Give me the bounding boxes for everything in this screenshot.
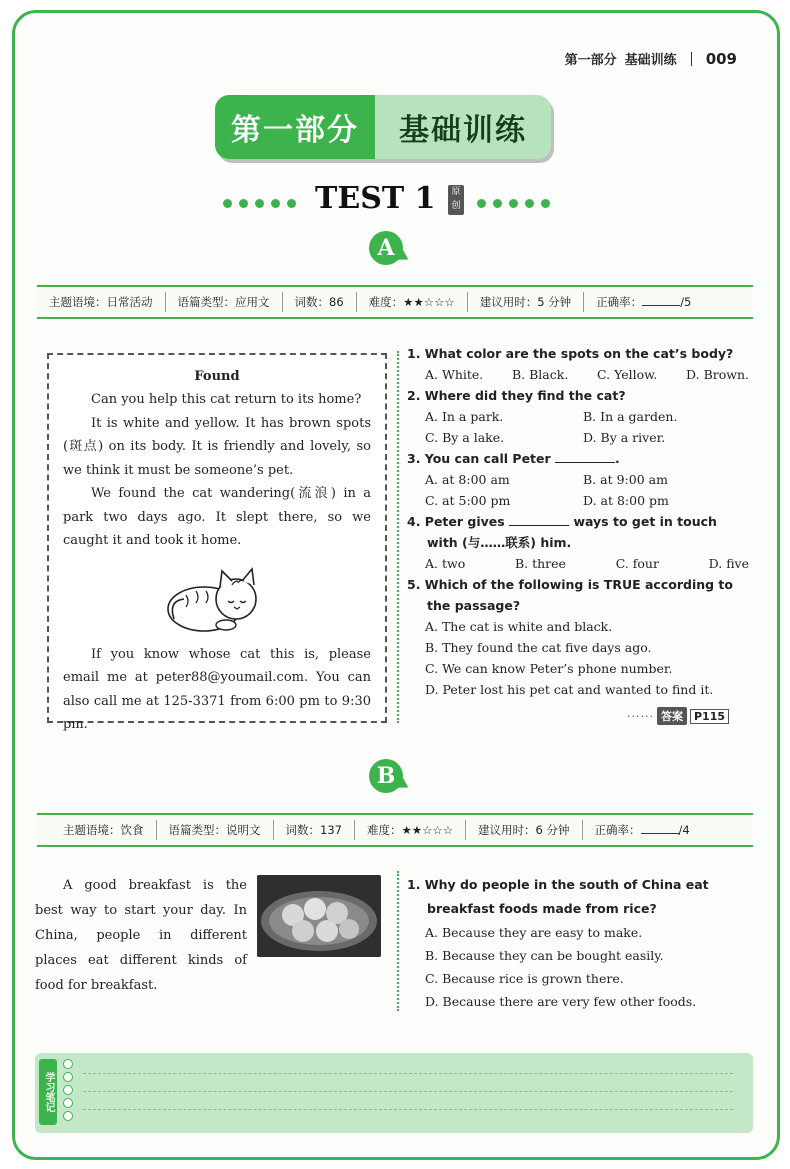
option[interactable]: C. We can know Peter’s phone number. — [425, 661, 673, 676]
answer-page-ref[interactable]: P115 — [690, 709, 729, 724]
banner-part: 第一部分 — [215, 95, 375, 159]
accuracy: 正确率： /4 — [594, 823, 690, 837]
running-header — [565, 49, 737, 68]
page-number: 009 — [705, 49, 737, 68]
section-b-badge: B — [369, 759, 403, 793]
dumplings-photo — [257, 875, 381, 957]
answer-blank[interactable] — [555, 462, 615, 463]
difficulty: 难度：★★☆☆☆ — [355, 820, 466, 840]
passage-a — [47, 353, 387, 732]
option[interactable]: C. Because rice is grown there. — [425, 971, 624, 986]
word-count: 词数：137 — [274, 820, 355, 840]
option[interactable]: B. three — [514, 556, 566, 571]
question-options — [407, 469, 749, 511]
question-options — [407, 553, 749, 574]
passage-title: Found — [194, 369, 240, 384]
genre: 语篇类型：说明文 — [157, 820, 274, 840]
suggested-time: 建议用时：6 分钟 — [466, 820, 582, 840]
question-stem: 1. What color are the spots on the cat’s body? — [407, 346, 734, 361]
column-divider — [397, 351, 399, 723]
option[interactable]: B. In a garden. — [583, 409, 678, 424]
question-options — [407, 406, 749, 448]
option[interactable]: C. four — [615, 556, 659, 571]
sleeping-cat-illustration — [162, 559, 272, 637]
option[interactable]: A. The cat is white and black. — [425, 619, 613, 634]
option[interactable]: D. at 8:00 pm — [583, 493, 669, 508]
passage-paragraph: If you know whose cat this is, please email me at peter88@youmail.com. You can also call me at 125-3371 from 6:00 pm to 9:30 pm. — [63, 646, 371, 732]
word-count: 词数：86 — [283, 292, 357, 312]
option[interactable]: B. They found the cat five days ago. — [425, 640, 652, 655]
topic: 主题语境：饮食 — [37, 820, 157, 840]
option[interactable]: A. at 8:00 am — [425, 472, 510, 487]
passage-paragraph: It is white and yellow. It has brown spots (斑点) on its body. It is friendly and lovely, so we think it must be someone’s pet. — [63, 415, 371, 478]
option[interactable]: B. Black. — [511, 367, 569, 382]
option[interactable]: C. at 5:00 pm — [425, 493, 511, 508]
passage-paragraph: We found the cat wandering(流浪) in a park two days ago. It slept there, so we caught it and took it home. — [63, 486, 371, 548]
answer-blank[interactable] — [509, 525, 569, 526]
question-stem: 4. Peter gives ways to get in touch with (与……联系) him. — [407, 514, 717, 550]
option[interactable]: A. Because they are easy to make. — [425, 925, 643, 940]
notebook-rings — [63, 1059, 73, 1121]
passage-paragraph: A good breakfast is the best way to start your day. In China, people in different places eat different kinds of food for breakfast. — [35, 878, 247, 993]
topic: 主题语境：日常活动 — [37, 292, 166, 312]
decor-dots-left — [223, 199, 296, 208]
option[interactable]: C. By a lake. — [425, 430, 505, 445]
question-stem: 5. Which of the following is TRUE according to the passage? — [407, 577, 733, 613]
original-tag: 原创 — [448, 185, 464, 215]
accuracy: 正确率： /5 — [596, 295, 692, 309]
option[interactable]: D. Brown. — [686, 367, 749, 382]
question-options — [407, 364, 749, 385]
question-stem: 1. Why do people in the south of China eat breakfast foods made from rice? — [407, 877, 709, 916]
option[interactable]: D. Because there are very few other foods. — [425, 994, 697, 1009]
notes-tab: 学习笔记 — [39, 1059, 57, 1125]
study-notes-area[interactable] — [35, 1053, 753, 1133]
header-subsection: 基础训练 — [624, 53, 677, 68]
decor-dots-right — [477, 199, 550, 208]
option[interactable]: A. White. — [425, 367, 484, 382]
section-b-info — [37, 813, 753, 847]
genre: 语篇类型：应用文 — [166, 292, 283, 312]
part-banner — [215, 95, 551, 159]
difficulty: 难度：★★☆☆☆ — [357, 292, 468, 312]
section-a-badge: A — [369, 231, 403, 265]
question-stem: 2. Where did they find the cat? — [407, 388, 626, 403]
questions-b — [407, 873, 749, 1013]
option[interactable]: D. Peter lost his pet cat and wanted to find it. — [425, 682, 714, 697]
option[interactable]: D. five — [708, 556, 749, 571]
answer-reference: ······ 答案 P115 — [627, 707, 729, 725]
option[interactable]: C. Yellow. — [597, 367, 658, 382]
passage-paragraph: Can you help this cat return to its home? — [91, 392, 362, 407]
questions-a — [407, 343, 749, 700]
note-line — [83, 1073, 733, 1074]
note-line — [83, 1091, 733, 1092]
question-stem: 3. You can call Peter . — [407, 451, 620, 466]
header-section: 第一部分 — [564, 53, 617, 68]
answer-label: 答案 — [657, 707, 687, 725]
option[interactable]: B. at 9:00 am — [583, 472, 668, 487]
column-divider — [397, 871, 399, 1011]
option[interactable]: D. By a river. — [583, 430, 666, 445]
option[interactable]: B. Because they can be bought easily. — [425, 948, 664, 963]
section-a-info — [37, 285, 753, 319]
page — [12, 10, 780, 1160]
note-line — [83, 1109, 733, 1110]
header-divider — [691, 52, 692, 66]
banner-title: 基础训练 — [375, 95, 551, 159]
suggested-time: 建议用时：5 分钟 — [468, 292, 584, 312]
test-title: TEST 1 — [315, 181, 436, 216]
option[interactable]: A. two — [425, 556, 466, 571]
option[interactable]: A. In a park. — [425, 409, 504, 424]
